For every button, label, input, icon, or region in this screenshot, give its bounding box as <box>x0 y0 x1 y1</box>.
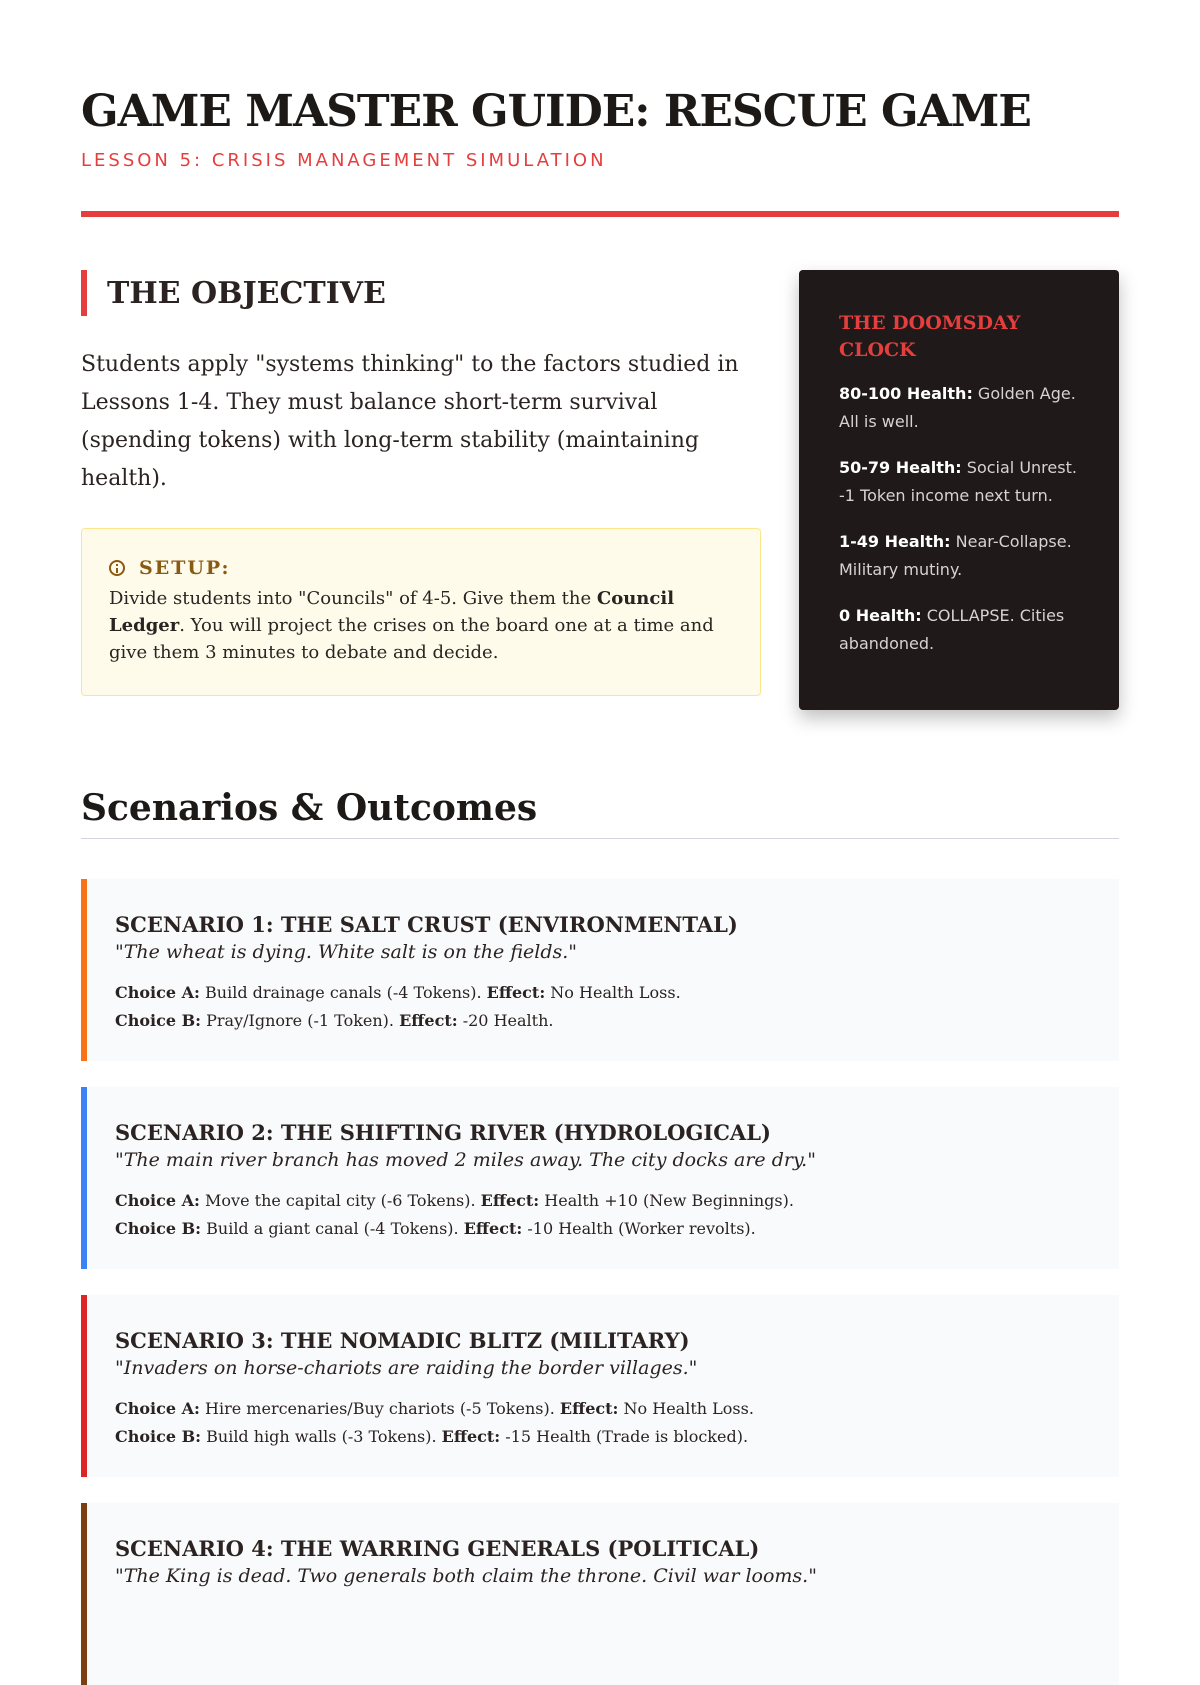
doomsday-item-text: COLLAPSE. Cities abandoned. <box>839 606 1065 653</box>
effect-label: Effect: <box>441 1427 501 1446</box>
objective-column <box>81 270 761 710</box>
scenario-title: SCENARIO 4: THE WARRING GENERALS (POLITICAL) <box>115 1536 760 1561</box>
scenario-card <box>81 1503 1119 1685</box>
doomsday-clock-panel <box>799 270 1119 710</box>
doomsday-item <box>839 380 1089 436</box>
choice-b <box>115 1007 1091 1035</box>
effect-label: Effect: <box>486 983 546 1002</box>
scenario-card <box>81 1087 1119 1269</box>
setup-text <box>109 585 733 666</box>
setup-text-bold: Council Ledger <box>109 588 675 636</box>
page-title: GAME MASTER GUIDE: RESCUE GAME <box>81 86 1031 137</box>
setup-title: SETUP: <box>139 557 231 579</box>
scenario-title: SCENARIO 3: THE NOMADIC BLITZ (MILITARY) <box>115 1328 690 1353</box>
effect-label: Effect: <box>480 1191 540 1210</box>
title-divider <box>81 211 1119 217</box>
choice-b <box>115 1215 1091 1243</box>
scenario-title: SCENARIO 2: THE SHIFTING RIVER (HYDROLOGICAL) <box>115 1120 771 1145</box>
scenario-card <box>81 879 1119 1061</box>
objective-heading-text: THE OBJECTIVE <box>107 275 386 311</box>
choice-a <box>115 1187 1091 1215</box>
scenario-title: SCENARIO 1: THE SALT CRUST (ENVIRONMENTAL) <box>115 912 738 937</box>
choice-a <box>115 979 1091 1007</box>
setup-header <box>109 557 733 579</box>
choice-a-label: Choice A: <box>115 1191 200 1210</box>
scenario-quote: "The King is dead. Two generals both claim the throne. Civil war looms." <box>115 1565 817 1587</box>
choice-a-effect: No Health Loss. <box>545 983 681 1002</box>
setup-text-part: Divide students into "Councils" of 4-5. Give them the <box>109 588 597 609</box>
choice-b-label: Choice B: <box>115 1011 202 1030</box>
choice-b <box>115 1423 1091 1451</box>
choice-a-label: Choice A: <box>115 983 200 1002</box>
scenario-choices <box>115 1187 1091 1243</box>
choice-b-label: Choice B: <box>115 1427 202 1446</box>
section-divider <box>81 838 1119 839</box>
doomsday-item-label: 80-100 Health: <box>839 384 973 403</box>
choice-a <box>115 1395 1091 1423</box>
doomsday-item-label: 0 Health: <box>839 606 922 625</box>
choice-b-effect: -15 Health (Trade is blocked). <box>500 1427 749 1446</box>
top-section <box>81 270 1119 710</box>
scenario-quote: "Invaders on horse-chariots are raiding the border villages." <box>115 1357 698 1379</box>
info-icon <box>109 560 125 576</box>
effect-label: Effect: <box>463 1219 523 1238</box>
scenario-list <box>81 879 1119 1685</box>
scenario-card <box>81 1295 1119 1477</box>
scenario-quote: "The main river branch has moved 2 miles away. The city docks are dry." <box>115 1149 816 1171</box>
objective-text: Students apply "systems thinking" to the factors studied in Lessons 1-4. They must balance short-term survival (spending tokens) with long-term stability (maintaining health). <box>81 352 739 491</box>
choice-a-text: Hire mercenaries/Buy chariots (-5 Tokens). <box>199 1399 560 1418</box>
scenario-quote: "The wheat is dying. White salt is on the fields." <box>115 941 578 963</box>
choice-b-text: Build a giant canal (-4 Tokens). <box>201 1219 464 1238</box>
choice-a-label: Choice A: <box>115 1399 200 1418</box>
setup-callout <box>81 528 761 696</box>
choice-b-label: Choice B: <box>115 1219 202 1238</box>
choice-b-text: Build high walls (-3 Tokens). <box>201 1427 442 1446</box>
doomsday-item-label: 1-49 Health: <box>839 532 951 551</box>
page-subtitle: LESSON 5: CRISIS MANAGEMENT SIMULATION <box>81 150 607 171</box>
effect-label: Effect: <box>559 1399 619 1418</box>
choice-a-effect: No Health Loss. <box>618 1399 754 1418</box>
doomsday-item-text: Near-Collapse. Military mutiny. <box>839 532 1072 579</box>
scenario-choices <box>115 1395 1091 1451</box>
doomsday-title: THE DOOMSDAY CLOCK <box>839 312 1021 361</box>
doomsday-item-text: Golden Age. All is well. <box>839 384 1076 431</box>
section-title: Scenarios & Outcomes <box>81 787 538 829</box>
effect-label: Effect: <box>399 1011 458 1030</box>
choice-a-text: Move the capital city (-6 Tokens). <box>199 1191 481 1210</box>
choice-b-effect: -20 Health. <box>457 1011 554 1030</box>
doomsday-item-text: Social Unrest. -1 Token income next turn. <box>839 458 1077 505</box>
doomsday-item <box>839 528 1089 584</box>
choice-a-text: Build drainage canals (-4 Tokens). <box>199 983 487 1002</box>
doomsday-item-label: 50-79 Health: <box>839 458 962 477</box>
objective-heading <box>81 270 761 316</box>
doomsday-item <box>839 454 1089 510</box>
choice-b-text: Pray/Ignore (-1 Token). <box>201 1011 400 1030</box>
choice-a-effect: Health +10 (New Beginnings). <box>539 1191 794 1210</box>
setup-text-part: . You will project the crises on the board one at a time and give them 3 minutes to debate and decide. <box>109 615 714 663</box>
doomsday-list <box>839 380 1089 658</box>
heading-accent-bar <box>81 270 87 316</box>
scenario-choices <box>115 979 1091 1035</box>
choice-b-effect: -10 Health (Worker revolts). <box>522 1219 756 1238</box>
doomsday-item <box>839 602 1089 658</box>
